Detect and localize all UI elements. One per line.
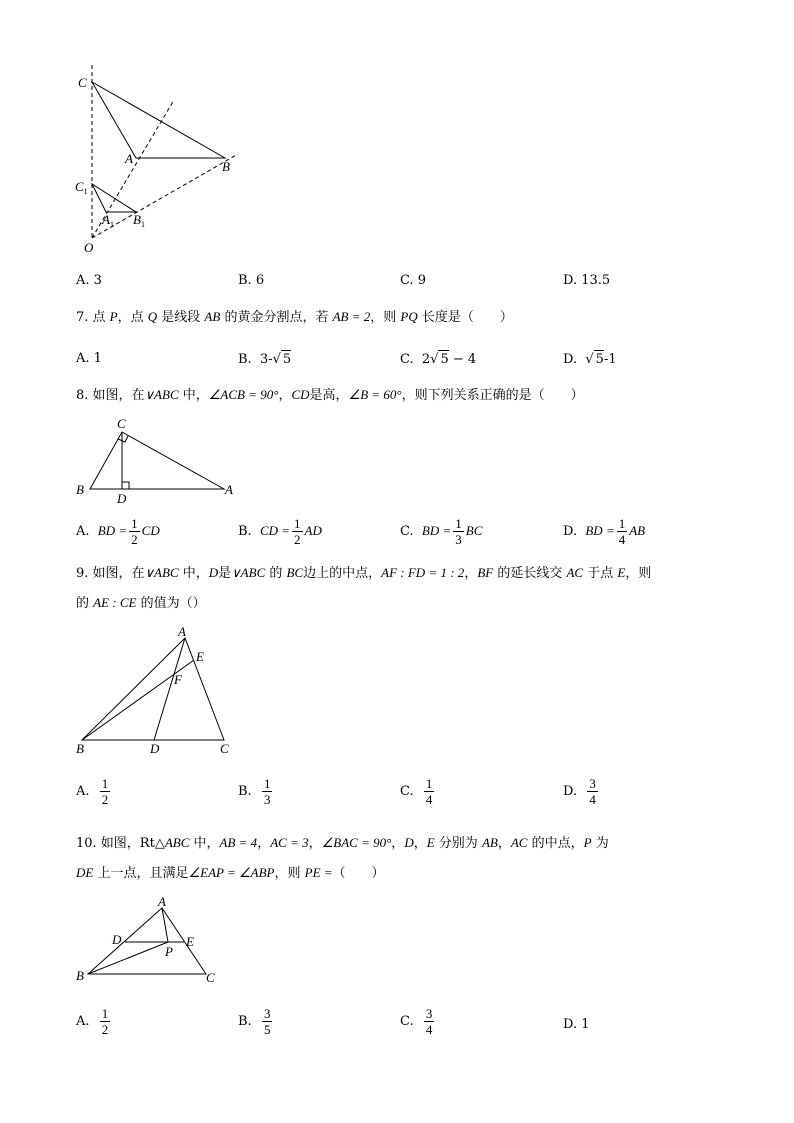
label-o: O — [84, 240, 94, 255]
right-angle-mark-d — [122, 482, 129, 489]
q10-option-c[interactable]: C. $\frac{3}{4}$ — [400, 1006, 433, 1037]
q6-option-b[interactable]: B. 6 — [238, 273, 265, 288]
segment-bp — [88, 942, 168, 974]
q7-option-b[interactable]: B. 3-√ 5 — [238, 352, 292, 367]
q10-option-b[interactable]: B. $\frac{3}{5}$ — [238, 1006, 271, 1037]
q9-option-c[interactable]: C. $\frac{1}{4}$ — [400, 776, 433, 807]
label-c1: $C_1$ — [75, 179, 88, 196]
label-e: E — [196, 649, 204, 664]
triangle-abc — [92, 82, 225, 158]
label-b: B — [222, 159, 230, 174]
q9-option-b[interactable]: B. $\frac{1}{3}$ — [238, 776, 271, 807]
q7-option-a[interactable]: A. 1 — [76, 351, 102, 366]
label-f: F — [174, 672, 182, 687]
q9-stem-line2: 的 AE : CE 的值为（） — [76, 595, 206, 611]
label-c: C — [220, 741, 229, 756]
q10-stem-line2: DE 上一点，且满足∠EAP = ∠ABP，则 PE =（ ） — [76, 865, 385, 881]
figure-triangle-cevian — [72, 622, 242, 758]
label-c: C — [117, 416, 126, 431]
q6-option-c[interactable]: C. 9 — [400, 273, 427, 288]
q10-option-d[interactable]: D. 1 — [563, 1017, 590, 1032]
q10-stem-line1: 10. 如图，Rt△ABC 中，AB = 4，AC = 3，∠BAC = 90°，D，E 分别为 AB，AC 的中点，P 为 — [76, 835, 609, 851]
label-a1: $A_1$ — [102, 212, 114, 229]
label-c: C — [78, 75, 87, 90]
q9-option-a[interactable]: A. $\frac{1}{2}$ — [76, 776, 109, 807]
label-b: B — [76, 482, 84, 497]
label-a: A — [158, 894, 166, 909]
q7-option-c[interactable]: C. 2√ 5 − 4 — [400, 352, 477, 367]
label-a: A — [178, 624, 186, 639]
q8-option-d[interactable]: D. BD = $\frac{1}{4}$ AB — [563, 516, 646, 547]
q6-option-a[interactable]: A. 3 — [76, 273, 102, 288]
label-e: E — [186, 934, 194, 949]
q7-stem: 7. 点 P，点 Q 是线段 AB 的黄金分割点，若 AB = 2，则 PQ 长度是（ ） — [76, 309, 513, 325]
label-d: D — [112, 932, 122, 947]
label-b: B — [76, 741, 84, 756]
q10-option-a[interactable]: A. $\frac{1}{2}$ — [76, 1006, 109, 1037]
q6-option-d[interactable]: D. 13.5 — [563, 273, 611, 288]
q9-option-d[interactable]: D. $\frac{3}{4}$ — [563, 776, 596, 807]
label-d: D — [117, 491, 127, 506]
q7-option-d[interactable]: D. √ 5-1 — [563, 352, 617, 367]
q9-stem-line1: 9. 如图，在∨ABC 中，D是∨ABC 的 BC边上的中点，AF : FD = 1 : 2，BF 的延长线交 AC 于点 E，则 — [76, 565, 652, 581]
q8-option-c[interactable]: C. BD = $\frac{1}{3}$ BC — [400, 516, 483, 547]
figure-homothety — [70, 60, 250, 260]
triangle-a1b1c1 — [92, 184, 136, 212]
figure-midsegment — [72, 892, 232, 988]
label-a: A — [125, 151, 133, 166]
q8-option-b[interactable]: B. CD = $\frac{1}{2}$ AD — [238, 516, 322, 547]
label-p: P — [165, 944, 173, 959]
triangle-bca — [90, 432, 224, 489]
label-b: B — [76, 968, 84, 983]
label-a: A — [225, 482, 233, 497]
figure-right-triangle-altitude — [72, 414, 242, 506]
label-b1: $B_1$ — [133, 212, 145, 229]
q8-option-a[interactable]: A. BD = $\frac{1}{2}$ CD — [76, 516, 160, 547]
q8-stem: 8. 如图，在∨ABC 中，∠ACB = 90°，CD是高，∠B = 60°，则下列关系正确的是（ ） — [76, 387, 584, 403]
label-d: D — [150, 741, 160, 756]
label-c: C — [206, 970, 215, 985]
